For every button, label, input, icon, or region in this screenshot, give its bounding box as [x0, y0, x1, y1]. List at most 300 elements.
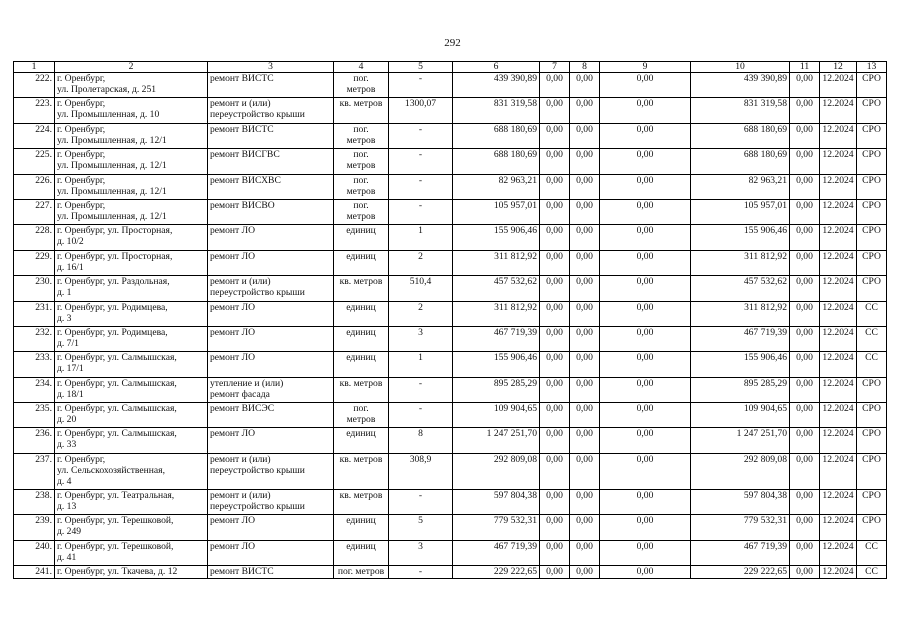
- work-type-cell-line: ремонт ЛО: [210, 301, 256, 313]
- column-number-6: 6: [453, 62, 540, 73]
- cost-cell: 311 812,92: [453, 301, 540, 326]
- unit-cell: [334, 149, 389, 174]
- table-row: [14, 489, 887, 514]
- address-cell: [55, 453, 208, 489]
- quantity-cell: -: [389, 123, 453, 148]
- quantity-cell: 1: [389, 352, 453, 377]
- value-cell-9: 0,00: [600, 540, 691, 565]
- value-cell-8: 0,00: [570, 225, 600, 250]
- address-cell-line: д. 13: [57, 500, 77, 512]
- work-type-cell-line: ремонт и (или): [210, 276, 271, 288]
- quantity-cell: 2: [389, 250, 453, 275]
- address-cell-line: ул. Промышленная, д. 12/1: [57, 210, 167, 222]
- value-cell-10: 229 222,65: [691, 566, 790, 579]
- work-type-cell: [208, 276, 334, 301]
- address-cell: [55, 566, 208, 579]
- row-number: 222.: [14, 73, 55, 98]
- value-cell-10: 105 957,01: [691, 199, 790, 224]
- value-cell-7: 0,00: [540, 301, 570, 326]
- address-cell-line: г. Оренбург, ул. Театральная,: [57, 489, 175, 501]
- work-type-cell-line: ремонт ВИСХВС: [210, 174, 281, 186]
- page-number: 292: [444, 37, 461, 49]
- value-cell-11: 0,00: [790, 326, 820, 351]
- cost-cell: 229 222,65: [453, 566, 540, 579]
- address-cell: [55, 540, 208, 565]
- value-cell-7: 0,00: [540, 250, 570, 275]
- value-cell-9: 0,00: [600, 250, 691, 275]
- row-number: 239.: [14, 515, 55, 540]
- address-cell: [55, 326, 208, 351]
- address-cell-line: г. Оренбург, ул. Родимцева,: [57, 301, 168, 313]
- source-cell: СРО: [857, 149, 887, 174]
- value-cell-7: 0,00: [540, 403, 570, 428]
- date-cell: 12.2024: [820, 428, 857, 453]
- unit-cell-line: пог. метров: [337, 566, 385, 578]
- unit-cell: [334, 250, 389, 275]
- work-type-cell-line: переустройство крыши: [210, 464, 305, 476]
- date-cell: 12.2024: [820, 489, 857, 514]
- value-cell-10: 82 963,21: [691, 174, 790, 199]
- source-cell: СС: [857, 540, 887, 565]
- source-cell: СРО: [857, 489, 887, 514]
- work-type-cell-line: переустройство крыши: [210, 287, 305, 299]
- address-cell: [55, 403, 208, 428]
- work-type-cell-line: ремонт ВИСТС: [210, 73, 274, 84]
- work-type-cell: [208, 540, 334, 565]
- cost-cell: 467 719,39: [453, 540, 540, 565]
- address-cell-line: г. Оренбург,: [57, 123, 106, 135]
- value-cell-10: 779 532,31: [691, 515, 790, 540]
- table-row: [14, 149, 887, 174]
- quantity-cell: -: [389, 403, 453, 428]
- address-cell: [55, 73, 208, 98]
- value-cell-8: 0,00: [570, 326, 600, 351]
- date-cell: 12.2024: [820, 225, 857, 250]
- value-cell-8: 0,00: [570, 515, 600, 540]
- address-cell-line: г. Оренбург, ул. Просторная,: [57, 250, 173, 262]
- unit-cell-line: единиц: [346, 225, 376, 237]
- table-row: [14, 352, 887, 377]
- value-cell-10: 109 904,65: [691, 403, 790, 428]
- value-cell-11: 0,00: [790, 276, 820, 301]
- address-cell-line: г. Оренбург,: [57, 73, 106, 84]
- row-number: 235.: [14, 403, 55, 428]
- value-cell-9: 0,00: [600, 174, 691, 199]
- value-cell-11: 0,00: [790, 301, 820, 326]
- date-cell: 12.2024: [820, 250, 857, 275]
- address-cell-line: д. 20: [57, 414, 77, 426]
- work-type-cell-line: ремонт ВИСЭС: [210, 403, 275, 415]
- source-cell: СРО: [857, 515, 887, 540]
- unit-cell: [334, 326, 389, 351]
- value-cell-9: 0,00: [600, 149, 691, 174]
- value-cell-11: 0,00: [790, 377, 820, 402]
- quantity-cell: 1300,07: [389, 98, 453, 123]
- table-row: [14, 174, 887, 199]
- quantity-cell: -: [389, 489, 453, 514]
- value-cell-8: 0,00: [570, 301, 600, 326]
- work-type-cell: [208, 352, 334, 377]
- value-cell-10: 597 804,38: [691, 489, 790, 514]
- date-cell: 12.2024: [820, 352, 857, 377]
- unit-cell-line: пог.: [353, 174, 369, 186]
- value-cell-10: 311 812,92: [691, 250, 790, 275]
- work-type-cell-line: ремонт ЛО: [210, 250, 256, 262]
- source-cell: СРО: [857, 174, 887, 199]
- value-cell-11: 0,00: [790, 225, 820, 250]
- value-cell-8: 0,00: [570, 489, 600, 514]
- cost-cell: 831 319,58: [453, 98, 540, 123]
- source-cell: СРО: [857, 403, 887, 428]
- work-type-cell-line: переустройство крыши: [210, 109, 305, 121]
- value-cell-8: 0,00: [570, 377, 600, 402]
- address-cell-line: д. 18/1: [57, 388, 84, 400]
- address-cell-line: г. Оренбург, ул. Ткачева, д. 12: [57, 566, 178, 578]
- value-cell-9: 0,00: [600, 73, 691, 98]
- value-cell-7: 0,00: [540, 489, 570, 514]
- unit-cell: [334, 377, 389, 402]
- value-cell-10: 439 390,89: [691, 73, 790, 98]
- quantity-cell: 1: [389, 225, 453, 250]
- row-number: 240.: [14, 540, 55, 565]
- address-cell: [55, 515, 208, 540]
- value-cell-8: 0,00: [570, 250, 600, 275]
- table-row: [14, 326, 887, 351]
- unit-cell-line: кв. метров: [339, 98, 383, 110]
- value-cell-7: 0,00: [540, 326, 570, 351]
- work-type-cell-line: ремонт и (или): [210, 489, 271, 501]
- value-cell-10: 311 812,92: [691, 301, 790, 326]
- value-cell-7: 0,00: [540, 123, 570, 148]
- unit-cell-line: метров: [346, 185, 376, 197]
- value-cell-8: 0,00: [570, 453, 600, 489]
- work-type-cell-line: ремонт ЛО: [210, 540, 256, 552]
- value-cell-10: 467 719,39: [691, 540, 790, 565]
- work-type-cell: [208, 453, 334, 489]
- address-cell-line: г. Оренбург,: [57, 174, 106, 186]
- value-cell-11: 0,00: [790, 489, 820, 514]
- value-cell-11: 0,00: [790, 73, 820, 98]
- cost-cell: 155 906,46: [453, 352, 540, 377]
- address-cell-line: д. 1: [57, 287, 72, 299]
- value-cell-11: 0,00: [790, 174, 820, 199]
- date-cell: 12.2024: [820, 326, 857, 351]
- source-cell: СС: [857, 352, 887, 377]
- work-type-cell-line: ремонт ЛО: [210, 428, 256, 440]
- work-type-cell: [208, 489, 334, 514]
- date-cell: 12.2024: [820, 377, 857, 402]
- value-cell-11: 0,00: [790, 403, 820, 428]
- value-cell-8: 0,00: [570, 352, 600, 377]
- value-cell-7: 0,00: [540, 174, 570, 199]
- row-number: 236.: [14, 428, 55, 453]
- cost-cell: 688 180,69: [453, 123, 540, 148]
- work-type-cell-line: ремонт ЛО: [210, 225, 256, 237]
- work-type-cell-line: ремонт ВИСТС: [210, 566, 274, 578]
- address-cell: [55, 98, 208, 123]
- row-number: 231.: [14, 301, 55, 326]
- date-cell: 12.2024: [820, 123, 857, 148]
- source-cell: СРО: [857, 377, 887, 402]
- value-cell-10: 457 532,62: [691, 276, 790, 301]
- unit-cell: [334, 515, 389, 540]
- unit-cell-line: единиц: [346, 250, 376, 262]
- date-cell: 12.2024: [820, 301, 857, 326]
- table-row: [14, 377, 887, 402]
- quantity-cell: -: [389, 73, 453, 98]
- unit-cell-line: единиц: [346, 515, 376, 527]
- unit-cell-line: кв. метров: [339, 489, 383, 501]
- address-cell-line: г. Оренбург, ул. Просторная,: [57, 225, 173, 237]
- value-cell-10: 831 319,58: [691, 98, 790, 123]
- value-cell-11: 0,00: [790, 540, 820, 565]
- quantity-cell: 5: [389, 515, 453, 540]
- value-cell-10: 467 719,39: [691, 326, 790, 351]
- quantity-cell: 3: [389, 540, 453, 565]
- cost-cell: 105 957,01: [453, 199, 540, 224]
- value-cell-9: 0,00: [600, 199, 691, 224]
- address-cell-line: ул. Промышленная, д. 10: [57, 109, 160, 121]
- address-cell-line: г. Оренбург, ул. Терешковой,: [57, 515, 174, 527]
- date-cell: 12.2024: [820, 453, 857, 489]
- cost-cell: 457 532,62: [453, 276, 540, 301]
- date-cell: 12.2024: [820, 566, 857, 579]
- address-cell: [55, 199, 208, 224]
- address-cell-line: д. 33: [57, 439, 77, 451]
- row-number: 230.: [14, 276, 55, 301]
- table-row: [14, 540, 887, 565]
- column-number-13: 13: [857, 62, 887, 73]
- address-cell-line: г. Оренбург, ул. Салмышская,: [57, 352, 177, 364]
- value-cell-8: 0,00: [570, 540, 600, 565]
- quantity-cell: 308,9: [389, 453, 453, 489]
- unit-cell: [334, 489, 389, 514]
- work-type-cell-line: ремонт ВИСТС: [210, 123, 274, 135]
- table-row: [14, 403, 887, 428]
- capital-repair-table: [13, 61, 887, 579]
- quantity-cell: -: [389, 377, 453, 402]
- table-row: [14, 453, 887, 489]
- unit-cell-line: единиц: [346, 540, 376, 552]
- address-cell-line: г. Оренбург,: [57, 149, 106, 161]
- value-cell-7: 0,00: [540, 98, 570, 123]
- table-row: [14, 98, 887, 123]
- unit-cell: [334, 225, 389, 250]
- work-type-cell-line: ремонт ВИСВО: [210, 199, 275, 211]
- address-cell-line: г. Оренбург, ул. Салмышская,: [57, 403, 177, 415]
- row-number: 233.: [14, 352, 55, 377]
- work-type-cell: [208, 428, 334, 453]
- value-cell-8: 0,00: [570, 566, 600, 579]
- column-number-4: 4: [334, 62, 389, 73]
- work-type-cell: [208, 301, 334, 326]
- source-cell: СС: [857, 326, 887, 351]
- work-type-cell: [208, 199, 334, 224]
- value-cell-9: 0,00: [600, 276, 691, 301]
- unit-cell-line: пог.: [353, 403, 369, 415]
- cost-cell: 1 247 251,70: [453, 428, 540, 453]
- value-cell-9: 0,00: [600, 403, 691, 428]
- address-cell-line: г. Оренбург, ул. Раздольная,: [57, 276, 170, 288]
- quantity-cell: -: [389, 174, 453, 199]
- row-number: 232.: [14, 326, 55, 351]
- address-cell-line: г. Оренбург, ул. Салмышская,: [57, 428, 177, 440]
- quantity-cell: -: [389, 566, 453, 579]
- value-cell-8: 0,00: [570, 276, 600, 301]
- work-type-cell-line: ремонт ЛО: [210, 352, 256, 364]
- row-number: 223.: [14, 98, 55, 123]
- unit-cell-line: кв. метров: [339, 453, 383, 465]
- work-type-cell: [208, 377, 334, 402]
- table-row: [14, 225, 887, 250]
- source-cell: СРО: [857, 73, 887, 98]
- value-cell-9: 0,00: [600, 428, 691, 453]
- source-cell: СРО: [857, 199, 887, 224]
- date-cell: 12.2024: [820, 73, 857, 98]
- unit-cell-line: метров: [346, 414, 376, 426]
- work-type-cell: [208, 326, 334, 351]
- unit-cell-line: единиц: [346, 352, 376, 364]
- work-type-cell: [208, 174, 334, 199]
- value-cell-8: 0,00: [570, 123, 600, 148]
- work-type-cell: [208, 98, 334, 123]
- unit-cell: [334, 73, 389, 98]
- unit-cell: [334, 123, 389, 148]
- work-type-cell-line: ремонт и (или): [210, 98, 271, 110]
- value-cell-11: 0,00: [790, 453, 820, 489]
- date-cell: 12.2024: [820, 174, 857, 199]
- unit-cell-line: метров: [346, 84, 376, 95]
- address-cell-line: д. 3: [57, 312, 72, 324]
- value-cell-10: 1 247 251,70: [691, 428, 790, 453]
- value-cell-10: 688 180,69: [691, 149, 790, 174]
- value-cell-7: 0,00: [540, 540, 570, 565]
- cost-cell: 597 804,38: [453, 489, 540, 514]
- row-number: 224.: [14, 123, 55, 148]
- value-cell-8: 0,00: [570, 199, 600, 224]
- address-cell: [55, 250, 208, 275]
- address-cell-line: д. 17/1: [57, 363, 84, 375]
- row-number: 226.: [14, 174, 55, 199]
- value-cell-7: 0,00: [540, 515, 570, 540]
- column-number-11: 11: [790, 62, 820, 73]
- value-cell-9: 0,00: [600, 377, 691, 402]
- date-cell: 12.2024: [820, 540, 857, 565]
- value-cell-11: 0,00: [790, 149, 820, 174]
- source-cell: СС: [857, 301, 887, 326]
- address-cell-line: г. Оренбург, ул. Салмышская,: [57, 377, 177, 389]
- work-type-cell: [208, 73, 334, 98]
- address-cell-line: д. 7/1: [57, 337, 79, 349]
- value-cell-8: 0,00: [570, 98, 600, 123]
- unit-cell: [334, 301, 389, 326]
- value-cell-8: 0,00: [570, 149, 600, 174]
- value-cell-7: 0,00: [540, 453, 570, 489]
- address-cell-line: ул. Сельскохозяйственная,: [57, 464, 165, 476]
- value-cell-9: 0,00: [600, 515, 691, 540]
- unit-cell-line: пог.: [353, 123, 369, 135]
- quantity-cell: -: [389, 149, 453, 174]
- value-cell-11: 0,00: [790, 352, 820, 377]
- address-cell-line: ул. Промышленная, д. 12/1: [57, 160, 167, 172]
- value-cell-9: 0,00: [600, 566, 691, 579]
- value-cell-7: 0,00: [540, 149, 570, 174]
- source-cell: СРО: [857, 123, 887, 148]
- row-number: 225.: [14, 149, 55, 174]
- work-type-cell: [208, 515, 334, 540]
- date-cell: 12.2024: [820, 98, 857, 123]
- column-number-3: 3: [208, 62, 334, 73]
- unit-cell-line: пог.: [353, 149, 369, 161]
- work-type-cell-line: ремонт фасада: [210, 388, 270, 400]
- row-number: 229.: [14, 250, 55, 275]
- cost-cell: 82 963,21: [453, 174, 540, 199]
- value-cell-9: 0,00: [600, 453, 691, 489]
- value-cell-11: 0,00: [790, 428, 820, 453]
- cost-cell: 895 285,29: [453, 377, 540, 402]
- value-cell-9: 0,00: [600, 123, 691, 148]
- source-cell: СРО: [857, 225, 887, 250]
- value-cell-9: 0,00: [600, 326, 691, 351]
- table-row: [14, 301, 887, 326]
- value-cell-11: 0,00: [790, 515, 820, 540]
- unit-cell-line: пог.: [353, 73, 369, 84]
- work-type-cell-line: переустройство крыши: [210, 500, 305, 512]
- cost-cell: 155 906,46: [453, 225, 540, 250]
- address-cell-line: ул. Промышленная, д. 12/1: [57, 185, 167, 197]
- date-cell: 12.2024: [820, 403, 857, 428]
- table-row: [14, 515, 887, 540]
- unit-cell: [334, 428, 389, 453]
- row-number: 238.: [14, 489, 55, 514]
- source-cell: СС: [857, 566, 887, 579]
- column-number-1: 1: [14, 62, 55, 73]
- address-cell-line: д. 16/1: [57, 261, 84, 273]
- value-cell-8: 0,00: [570, 73, 600, 98]
- address-cell-line: г. Оренбург, ул. Терешковой,: [57, 540, 174, 552]
- column-number-2: 2: [55, 62, 208, 73]
- address-cell: [55, 428, 208, 453]
- work-type-cell: [208, 250, 334, 275]
- unit-cell: [334, 566, 389, 579]
- value-cell-7: 0,00: [540, 73, 570, 98]
- row-number: 241.: [14, 566, 55, 579]
- work-type-cell-line: утепление и (или): [210, 377, 284, 389]
- value-cell-10: 895 285,29: [691, 377, 790, 402]
- table-row: [14, 566, 887, 579]
- address-cell: [55, 489, 208, 514]
- value-cell-11: 0,00: [790, 199, 820, 224]
- address-cell-line: д. 4: [57, 475, 72, 487]
- quantity-cell: 3: [389, 326, 453, 351]
- address-cell-line: д. 249: [57, 526, 82, 538]
- cost-cell: 109 904,65: [453, 403, 540, 428]
- table-row: [14, 123, 887, 148]
- table-row: [14, 276, 887, 301]
- row-number: 228.: [14, 225, 55, 250]
- work-type-cell-line: ремонт ВИСГВС: [210, 149, 280, 161]
- column-number-9: 9: [600, 62, 691, 73]
- row-number: 234.: [14, 377, 55, 402]
- value-cell-11: 0,00: [790, 123, 820, 148]
- unit-cell-line: метров: [346, 134, 376, 146]
- value-cell-7: 0,00: [540, 352, 570, 377]
- quantity-cell: 510,4: [389, 276, 453, 301]
- work-type-cell: [208, 149, 334, 174]
- column-number-row: [14, 62, 887, 73]
- value-cell-10: 155 906,46: [691, 225, 790, 250]
- value-cell-7: 0,00: [540, 225, 570, 250]
